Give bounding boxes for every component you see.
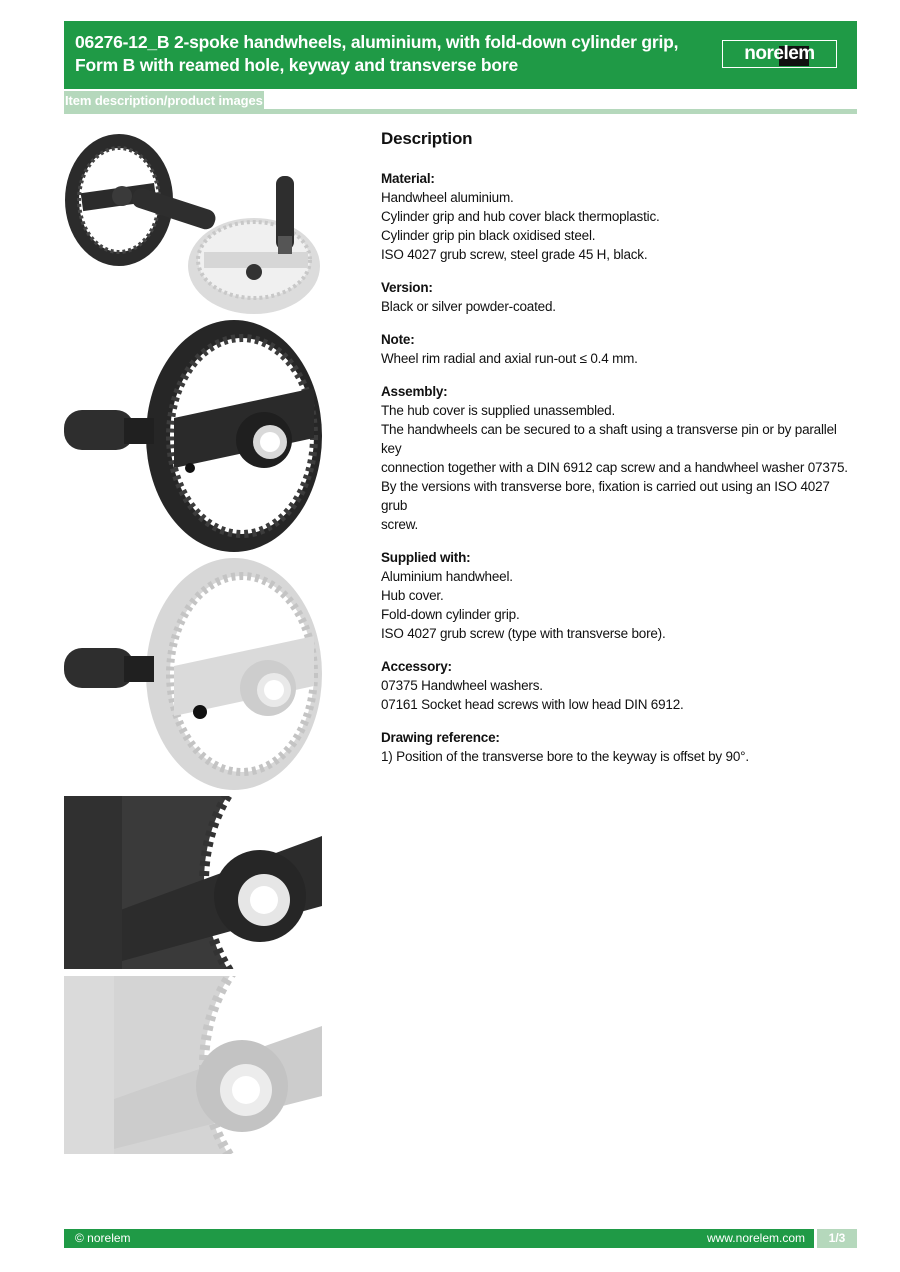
version-heading: Version: <box>381 280 433 295</box>
header-bar <box>64 21 857 89</box>
drawing-reference-section <box>381 728 857 766</box>
product-image-black-wheel <box>64 318 322 554</box>
accessory-line: 07375 Handwheel washers. <box>381 678 543 693</box>
product-image-silver-hub-detail <box>64 976 322 1154</box>
version-section <box>381 278 857 316</box>
drawing-reference-line: 1) Position of the transverse bore to the keyway is offset by 90°. <box>381 749 749 764</box>
supplied-with-line: Hub cover. <box>381 588 444 603</box>
page-title: 06276-12_B 2-spoke handwheels, aluminium, with fold-down cylinder grip, Form B with reamed hole, keyway and transverse bore <box>75 32 679 75</box>
assembly-line: connection together with a DIN 6912 cap screw and a handwheel washer 07375. <box>381 460 848 475</box>
assembly-line: By the versions with transverse bore, fixation is carried out using an ISO 4027 grub <box>381 479 830 513</box>
product-image-black-hub-detail <box>64 796 322 969</box>
page-number: 1/3 <box>817 1229 857 1248</box>
assembly-section <box>381 382 857 534</box>
accessory-heading: Accessory: <box>381 659 452 674</box>
description-title: Description <box>381 129 473 148</box>
material-section <box>381 169 857 264</box>
note-heading: Note: <box>381 332 415 347</box>
version-line: Black or silver powder-coated. <box>381 299 556 314</box>
drawing-reference-heading: Drawing reference: <box>381 730 500 745</box>
section-tab: Item description/product images <box>64 91 264 111</box>
note-section <box>381 330 857 368</box>
note-line: Wheel rim radial and axial run-out ≤ 0.4 mm. <box>381 351 638 366</box>
assembly-line: The handwheels can be secured to a shaft using a transverse pin or by parallel key <box>381 422 837 456</box>
material-heading: Material: <box>381 171 435 186</box>
footer-bar <box>64 1229 857 1248</box>
assembly-heading: Assembly: <box>381 384 448 399</box>
supplied-with-line: Fold-down cylinder grip. <box>381 607 520 622</box>
supplied-with-heading: Supplied with: <box>381 550 471 565</box>
material-line: Handwheel aluminium. <box>381 190 514 205</box>
norelem-logo <box>722 40 837 68</box>
logo-text: norelem <box>744 43 815 64</box>
product-image-silver-wheel <box>64 556 322 792</box>
assembly-line: The hub cover is supplied unassembled. <box>381 403 616 418</box>
copyright: © norelem <box>75 1231 131 1245</box>
supplied-with-line: Aluminium handwheel. <box>381 569 513 584</box>
accessory-section <box>381 657 857 714</box>
material-line: ISO 4027 grub screw, steel grade 45 H, black. <box>381 247 648 262</box>
assembly-line: screw. <box>381 517 419 532</box>
accessory-line: 07161 Socket head screws with low head DIN 6912. <box>381 697 684 712</box>
website-link[interactable]: www.norelem.com <box>706 1231 805 1245</box>
supplied-with-line: ISO 4027 grub screw (type with transverse bore). <box>381 626 666 641</box>
description-panel <box>381 128 857 780</box>
material-line: Cylinder grip and hub cover black thermoplastic. <box>381 209 660 224</box>
material-line: Cylinder grip pin black oxidised steel. <box>381 228 596 243</box>
product-image-pair <box>64 128 322 316</box>
supplied-with-section <box>381 548 857 643</box>
